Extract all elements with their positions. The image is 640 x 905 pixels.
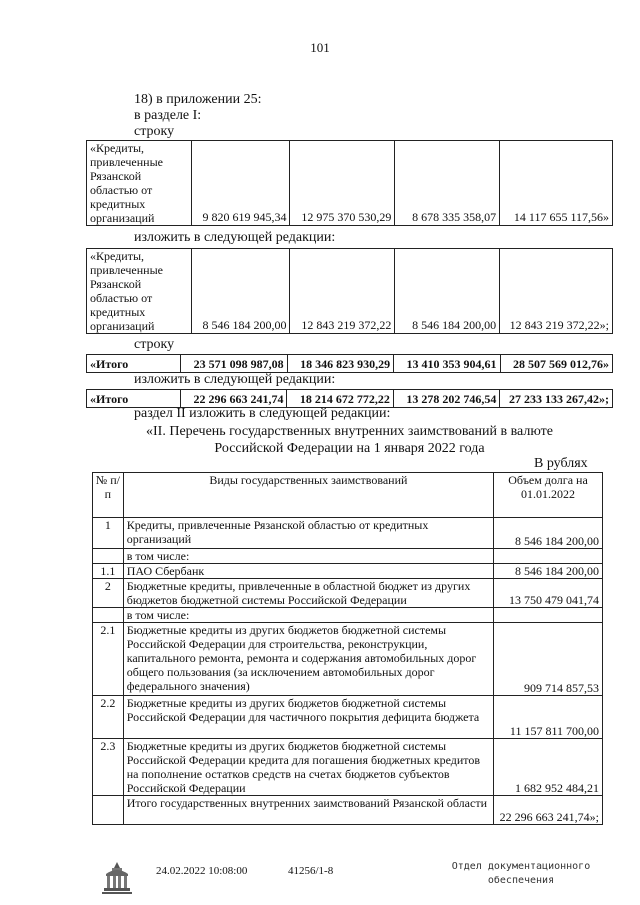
total-row-new-label: «Итого xyxy=(87,390,181,408)
table-row xyxy=(93,518,603,549)
row-name: Бюджетные кредиты из других бюджетов бюджетной системы Российской Федерации для строительства, реконструкции, капитального ремонта, ремонта и содержания автомобильных дорог общего пользования (за исключением автомобильных дорог федерального значения) xyxy=(123,623,493,696)
credit-row-old-label: «Кредиты, привлеченные Рязанской областью от кредитных организаций xyxy=(87,141,192,226)
table-row xyxy=(93,696,603,739)
table-row xyxy=(93,564,603,579)
row-amount: 909 714 857,53 xyxy=(494,623,603,696)
replace-text-2: изложить в следующей редакции: xyxy=(134,372,336,387)
row-amount: 8 546 184 200,00 xyxy=(494,564,603,579)
units-label: В рублях xyxy=(534,456,588,471)
table-header-row xyxy=(93,473,603,518)
table-row xyxy=(93,608,603,623)
row-amount: 13 750 479 041,74 xyxy=(494,579,603,608)
total-row-new-value-2: 18 214 672 772,22 xyxy=(287,390,393,408)
table-row xyxy=(87,390,613,408)
credit-row-new-value-1: 8 546 184 200,00 xyxy=(191,249,290,334)
stroku-2: строку xyxy=(134,337,175,352)
total-row-old-value-2: 18 346 823 930,29 xyxy=(287,355,393,373)
row-number: 2.2 xyxy=(93,696,124,739)
intro-section: в разделе I: xyxy=(134,108,202,123)
row-name: ПАО Сбербанк xyxy=(123,564,493,579)
row-name: Бюджетные кредиты из других бюджетов бюджетной системы Российской Федерации для частичного покрытия дефицита бюджета xyxy=(123,696,493,739)
row-number xyxy=(93,796,124,825)
section2-title-line-2: Российской Федерации на 1 января 2022 года xyxy=(214,441,485,456)
credit-row-old-value-1: 9 820 619 945,34 xyxy=(191,141,290,226)
table-row xyxy=(93,579,603,608)
stamp-line-1: Отдел документационного xyxy=(451,861,591,872)
total-row-old-value-1: 23 571 098 987,08 xyxy=(181,355,287,373)
credit-row-new-value-2: 12 843 219 372,22 xyxy=(290,249,395,334)
row-amount: 8 546 184 200,00 xyxy=(494,518,603,549)
row-name: Кредиты, привлеченные Рязанской областью от кредитных организаций xyxy=(123,518,493,549)
row-name: Бюджетные кредиты, привлеченные в областной бюджет из других бюджетов бюджетной системы Российской Федерации xyxy=(123,579,493,608)
table-row xyxy=(87,355,613,373)
section2-title-line-1: «II. Перечень государственных внутренних заимствований в валюте xyxy=(146,424,553,439)
section2-text: раздел II изложить в следующей редакции: xyxy=(134,406,391,421)
row-amount: 1 682 952 484,21 xyxy=(494,739,603,796)
credit-row-old-value-4: 14 117 655 117,56» xyxy=(500,141,613,226)
row-amount: 22 296 663 241,74»; xyxy=(494,796,603,825)
table-row xyxy=(93,549,603,564)
duma-logo-icon xyxy=(100,860,134,896)
total-row-old-table xyxy=(86,354,613,373)
row-number xyxy=(93,549,124,564)
credit-row-old-table xyxy=(86,140,613,226)
credit-row-new-value-4: 12 843 219 372,22»; xyxy=(500,249,613,334)
credit-row-new-label: «Кредиты, привлеченные Рязанской областью от кредитных организаций xyxy=(87,249,192,334)
row-amount xyxy=(494,608,603,623)
row-number xyxy=(93,608,124,623)
row-amount: 11 157 811 700,00 xyxy=(494,696,603,739)
table-row xyxy=(87,249,613,334)
credit-row-old-value-3: 8 678 335 358,07 xyxy=(395,141,500,226)
row-number: 1 xyxy=(93,518,124,549)
row-number: 2.3 xyxy=(93,739,124,796)
footer-doc-number: 41256/1-8 xyxy=(288,865,334,877)
row-number: 2 xyxy=(93,579,124,608)
replace-text-1: изложить в следующей редакции: xyxy=(134,230,336,245)
table-row xyxy=(93,623,603,696)
intro-item: 18) в приложении 25: xyxy=(134,92,262,107)
credit-row-new-value-3: 8 546 184 200,00 xyxy=(395,249,500,334)
credit-row-old-value-2: 12 975 370 530,29 xyxy=(290,141,395,226)
header-name: Виды государственных заимствований xyxy=(123,473,493,518)
total-row-new-value-4: 27 233 133 267,42»; xyxy=(500,390,613,408)
header-number: № п/п xyxy=(93,473,124,518)
row-amount xyxy=(494,549,603,564)
footer-datetime: 24.02.2022 10:08:00 xyxy=(156,865,248,877)
row-name: Бюджетные кредиты из других бюджетов бюджетной системы Российской Федерации кредита для погашения бюджетных кредитов на пополнение остатков средств на счетах бюджетов субъектов Российской Федерации xyxy=(123,739,493,796)
credit-row-new-table xyxy=(86,248,613,334)
total-row-old-label: «Итого xyxy=(87,355,181,373)
borrowings-table xyxy=(92,472,603,825)
header-amount: Объем долга на 01.01.2022 xyxy=(494,473,603,518)
table-row xyxy=(87,141,613,226)
row-number: 2.1 xyxy=(93,623,124,696)
total-row-old-value-3: 13 410 353 904,61 xyxy=(394,355,500,373)
total-row-old-value-4: 28 507 569 012,76» xyxy=(500,355,612,373)
total-row-new-value-1: 22 296 663 241,74 xyxy=(181,390,287,408)
total-row-new-value-3: 13 278 202 746,54 xyxy=(393,390,499,408)
row-name: Итого государственных внутренних заимствований Рязанской области xyxy=(123,796,493,825)
page-number: 101 xyxy=(310,40,330,55)
row-number: 1.1 xyxy=(93,564,124,579)
row-name: в том числе: xyxy=(123,549,493,564)
table-row xyxy=(93,796,603,825)
intro-stroku: строку xyxy=(134,124,175,139)
stamp-line-2: обеспечения xyxy=(487,875,555,886)
table-row xyxy=(93,739,603,796)
row-name: в том числе: xyxy=(123,608,493,623)
